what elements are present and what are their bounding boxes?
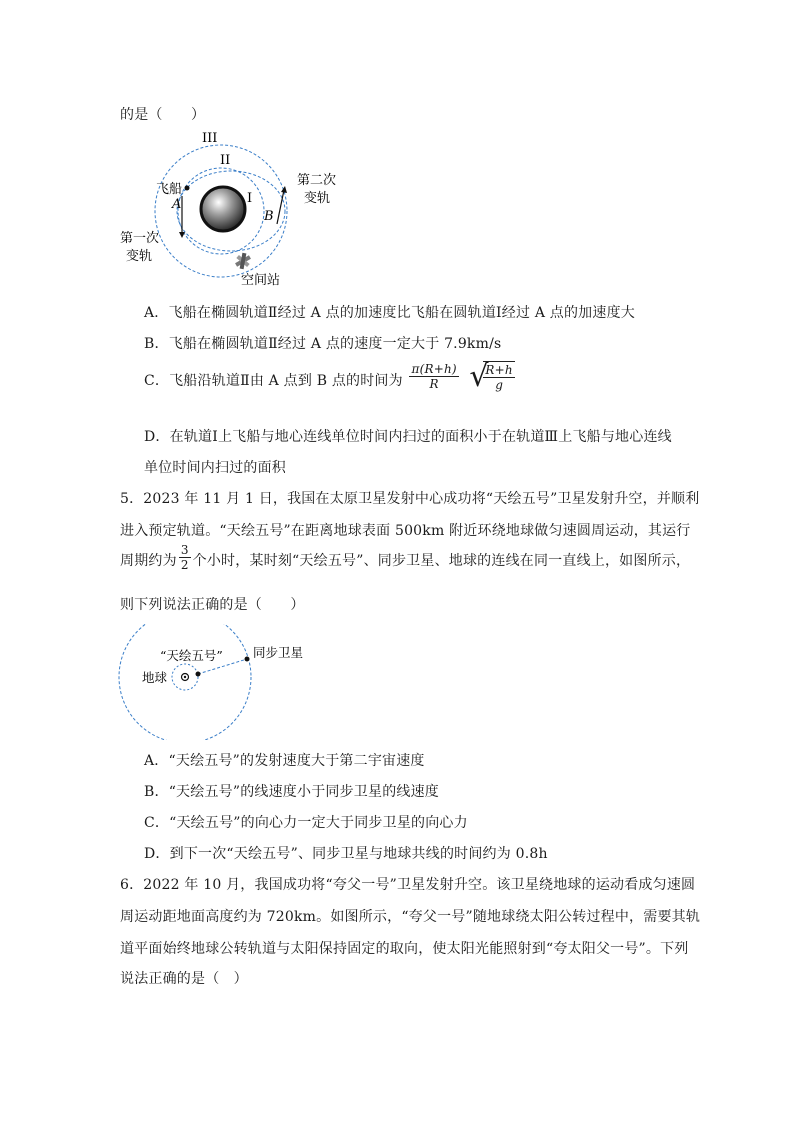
q4-option-c-sqrt-den: g <box>495 377 504 392</box>
q5-stem-line1: 5．2023 年 11 月 1 日，我国在太原卫星发射中心成功将“天绘五号”卫星发射升空，并顺利 <box>120 491 700 507</box>
q6-stem-line1: 6．2022 年 10 月，我国成功将“夸父一号”卫星发射升空。该卫星绕地球的运动看成匀速圆 <box>120 877 696 893</box>
q5-stem-line4: 则下列说法正确的是（ ） <box>120 597 305 613</box>
label-tianhui: “天绘五号” <box>160 648 223 663</box>
q4-option-c-den: R <box>429 376 439 391</box>
q4-option-d-line1: D．在轨道Ⅰ上飞船与地心连线单位时间内扫过的面积小于在轨道Ⅲ上飞船与地心连线 <box>144 429 672 445</box>
q5-period-num: 3 <box>180 542 189 557</box>
q4-option-b: B．飞船在椭圆轨道Ⅱ经过 A 点的速度一定大于 7.9km/s <box>144 336 502 352</box>
q5-orbit-figure <box>118 624 328 740</box>
q6-stem-line2: 周运动距地面高度约为 720km。如图所示，“夸父一号”随地球绕太阳公转过程中，需要其轨 <box>120 909 701 925</box>
q5-stem-line3-pre: 周期约为 <box>120 553 177 569</box>
q6-stem-line3: 道平面始终地球公转轨道与太阳保持固定的取向，使太阳光能照射到“夸太阳父一号”。下列 <box>120 941 689 957</box>
label-station: 空间站 <box>241 273 281 288</box>
space-station-icon <box>235 253 251 269</box>
earth-sphere <box>201 187 245 231</box>
q5-option-c: C．“天绘五号”的向心力一定大于同步卫星的向心力 <box>144 815 468 831</box>
q6-stem-line4: 说法正确的是（ ） <box>120 971 248 987</box>
q4-option-c-fraction <box>409 362 458 391</box>
label-I: I <box>247 191 253 206</box>
arrow-B <box>277 190 284 224</box>
q4-option-c-sqrt: √ $\frac{R+h}{g}$ <box>469 358 513 394</box>
sync-satellite-dot <box>245 657 250 662</box>
sync-orbit <box>119 624 251 740</box>
label-II: II <box>220 153 231 168</box>
label-earth: 地球 <box>142 670 168 685</box>
q4-option-a: A．飞船在椭圆轨道Ⅱ经过 A 点的加速度比飞船在圆轨道Ⅰ经过 A 点的加速度大 <box>144 305 635 321</box>
label-ship: 飞船 <box>156 182 183 197</box>
q5-option-d: D．到下一次“天绘五号”、同步卫星与地球共线的时间约为 0.8h <box>144 846 548 862</box>
label-A: A <box>172 197 182 212</box>
q5-stem-line2: 进入预定轨道。“天绘五号”在距离地球表面 500km 附近环绕地球做匀速圆周运动，其运行 <box>120 523 691 539</box>
q5-stem-line3-post: 个小时，某时刻“天绘五号”、同步卫星、地球的连线在同一直线上，如图所示， <box>192 553 691 569</box>
q5-period-den: 2 <box>180 557 189 572</box>
label-second-change-1: 第二次 <box>297 173 337 188</box>
tianhui-dot <box>196 672 201 677</box>
q5-option-a: A．“天绘五号”的发射速度大于第二宇宙速度 <box>144 753 425 769</box>
q4-orbit-figure <box>112 128 352 288</box>
label-B: B <box>264 209 274 224</box>
q5-period-fraction <box>179 543 191 572</box>
label-first-change-2: 变轨 <box>126 249 153 264</box>
label-III: III <box>202 131 218 146</box>
q4-option-c-sqrt-num: R+h <box>485 362 513 377</box>
label-second-change-2: 变轨 <box>304 191 331 206</box>
label-first-change-1: 第一次 <box>120 231 160 246</box>
q4-option-c-prefix: C．飞船沿轨道Ⅱ由 A 点到 B 点的时间为 <box>144 373 403 389</box>
label-sync-satellite: 同步卫星 <box>253 645 304 660</box>
q4-option-d-line2: 单位时间内扫过的面积 <box>144 460 286 476</box>
q5-stem-line3 <box>120 542 691 572</box>
q4-stem-tail: 的是（ ） <box>120 107 206 123</box>
ship-dot <box>185 186 190 191</box>
q4-option-c-num: π(R+h) <box>411 361 457 376</box>
q5-option-b: B．“天绘五号”的线速度小于同步卫星的线速度 <box>144 784 440 800</box>
